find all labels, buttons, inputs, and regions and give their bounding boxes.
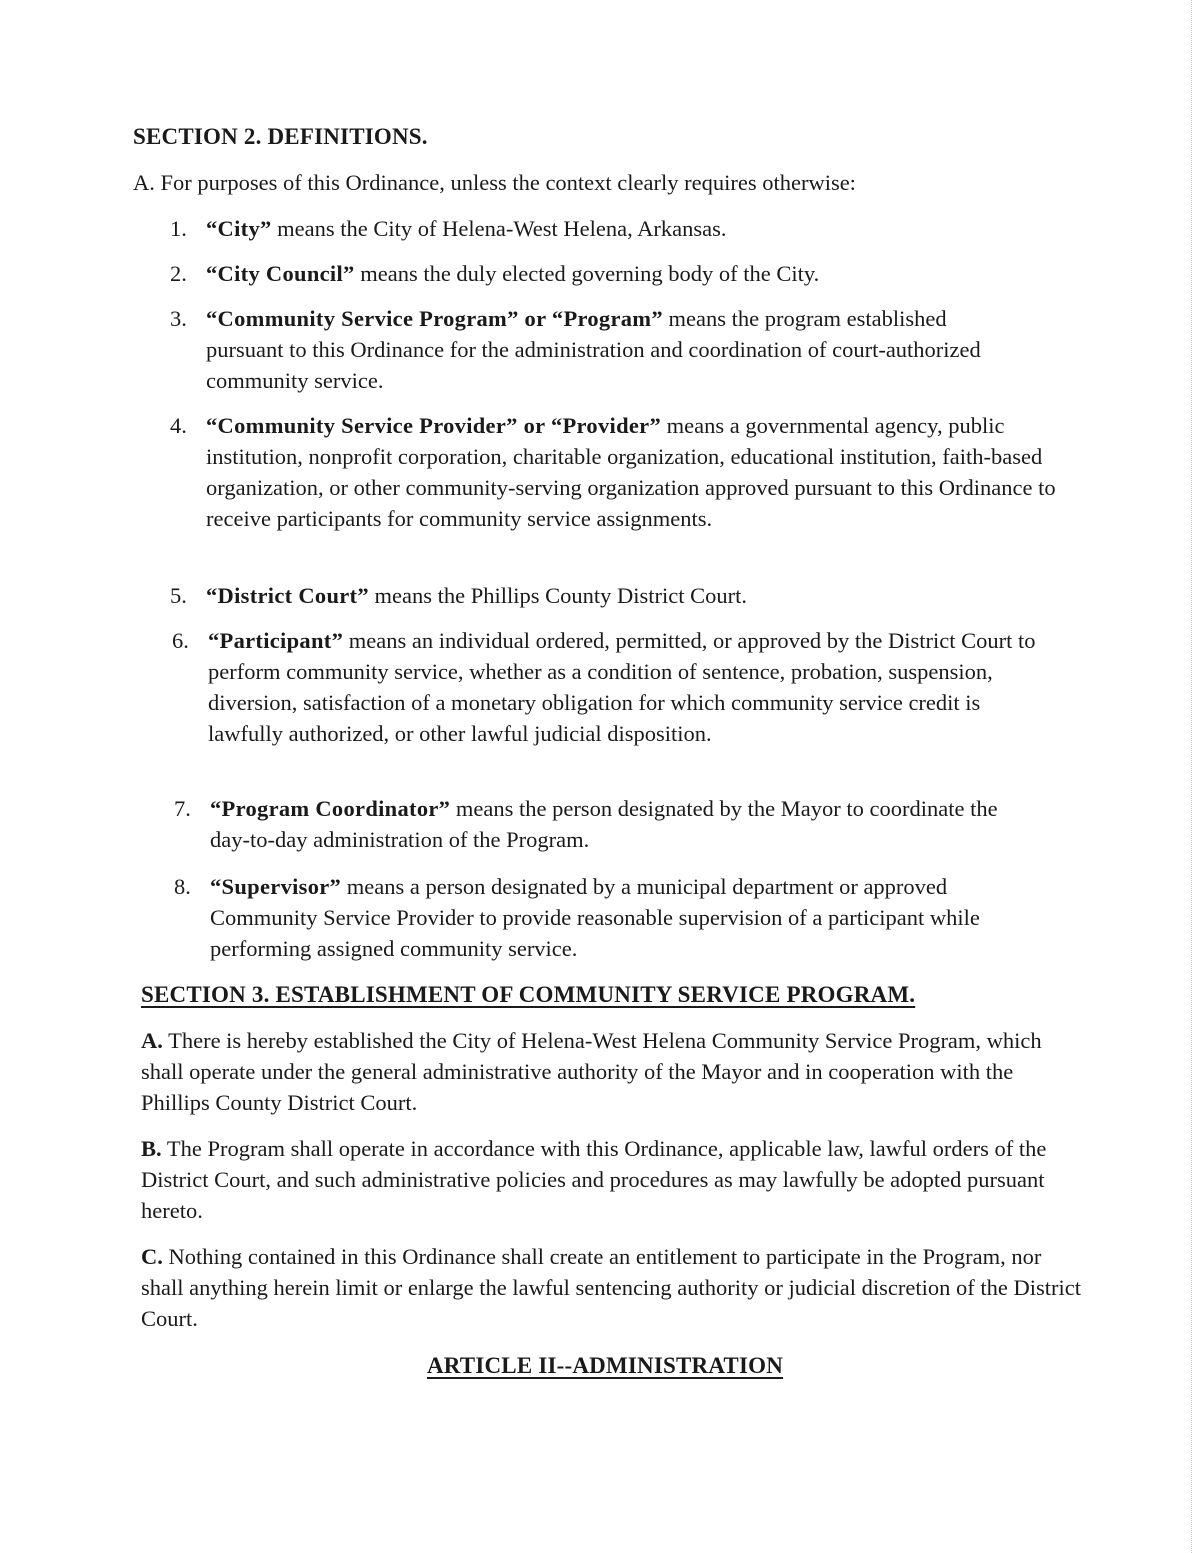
section-3-paragraph-c xyxy=(141,1241,1081,1334)
scan-edge-line xyxy=(1190,0,1192,1553)
definition-term: “District Court” xyxy=(206,583,369,608)
definition-text: means an individual ordered, permitted, or approved by the District Court to perform community service, whether as a condition of sentence, probation, suspension, diversion, satisfaction of a monetary obligation for which community service credit is lawfully authorized, or other lawful judicial disposition. xyxy=(208,628,1036,746)
definition-term: “City Council” xyxy=(206,261,355,286)
definition-text: means the City of Helena-West Helena, Arkansas. xyxy=(277,216,727,241)
paragraph-text: The Program shall operate in accordance with this Ordinance, applicable law, lawful orders of the District Court, and such administrative policies and procedures as may lawfully be adopted pursuant hereto. xyxy=(141,1136,1047,1223)
article-heading: ARTICLE II--ADMINISTRATION xyxy=(426,1353,784,1378)
paragraph-text: Nothing contained in this Ordinance shall create an entitlement to participate in the Program, nor shall anything herein limit or enlarge the lawful sentencing authority or judicial discretion of the District Court. xyxy=(141,1244,1081,1331)
definition-term: “Community Service Provider” or “Provider” xyxy=(206,413,662,438)
definition-term: “Program Coordinator” xyxy=(210,796,451,821)
section-2-heading: SECTION 2. DEFINITIONS. xyxy=(133,124,428,149)
definition-text: means the person designated by the Mayor to coordinate the day-to-day administration of the Program. xyxy=(210,796,998,852)
definition-body xyxy=(210,871,1060,964)
definition-number: 4. xyxy=(170,413,187,438)
section-3-paragraph-a xyxy=(141,1025,1081,1118)
definition-number: 7. xyxy=(174,796,191,821)
definition-number: 2. xyxy=(170,261,187,286)
definition-body xyxy=(206,303,996,396)
definition-number: 1. xyxy=(170,216,187,241)
definition-term: “City” xyxy=(206,216,272,241)
definition-body xyxy=(206,410,1056,534)
definition-number: 3. xyxy=(170,306,187,331)
definition-body xyxy=(206,213,1066,244)
section-3-heading: SECTION 3. ESTABLISHMENT OF COMMUNITY SERVICE PROGRAM. xyxy=(141,982,916,1007)
section-2-intro xyxy=(133,167,1073,198)
definition-text: means the duly elected governing body of the City. xyxy=(360,261,820,286)
paragraph-text: There is hereby established the City of Helena-West Helena Community Service Program, which shall operate under the general administrative authority of the Mayor and in cooperation with the Phillips County District Court. xyxy=(141,1028,1042,1115)
definition-number: 8. xyxy=(174,874,191,899)
definition-text: means the program established pursuant to this Ordinance for the administration and coordination of court-authorized community service. xyxy=(206,306,981,393)
definition-body xyxy=(210,793,1030,855)
paragraph-label: B. xyxy=(141,1136,162,1161)
definition-text: means a person designated by a municipal department or approved Community Service Provider to provide reasonable supervision of a participant while performing assigned community service. xyxy=(210,874,980,961)
definition-text: means a governmental agency, public institution, nonprofit corporation, charitable organization, educational institution, faith-based organization, or other community-serving organization approved pursuant to this Ordinance to receive participants for community service assignments. xyxy=(206,413,1056,531)
definition-number: 5. xyxy=(170,583,187,608)
definition-term: “Supervisor” xyxy=(210,874,342,899)
paragraph-label: C. xyxy=(141,1244,163,1269)
definition-term: “Community Service Program” or “Program” xyxy=(206,306,663,331)
intro-text: For purposes of this Ordinance, unless the context clearly requires otherwise: xyxy=(160,170,856,195)
intro-label: A. xyxy=(133,170,155,195)
paragraph-label: A. xyxy=(141,1028,163,1053)
definition-number: 6. xyxy=(172,628,189,653)
article-heading-wrap xyxy=(0,1350,1200,1381)
definition-term: “Participant” xyxy=(208,628,344,653)
section-3-paragraph-b xyxy=(141,1133,1081,1226)
definition-body xyxy=(206,258,1066,289)
definition-body xyxy=(206,580,1066,611)
definition-body xyxy=(208,625,1058,749)
definition-text: means the Phillips County District Court. xyxy=(374,583,748,608)
